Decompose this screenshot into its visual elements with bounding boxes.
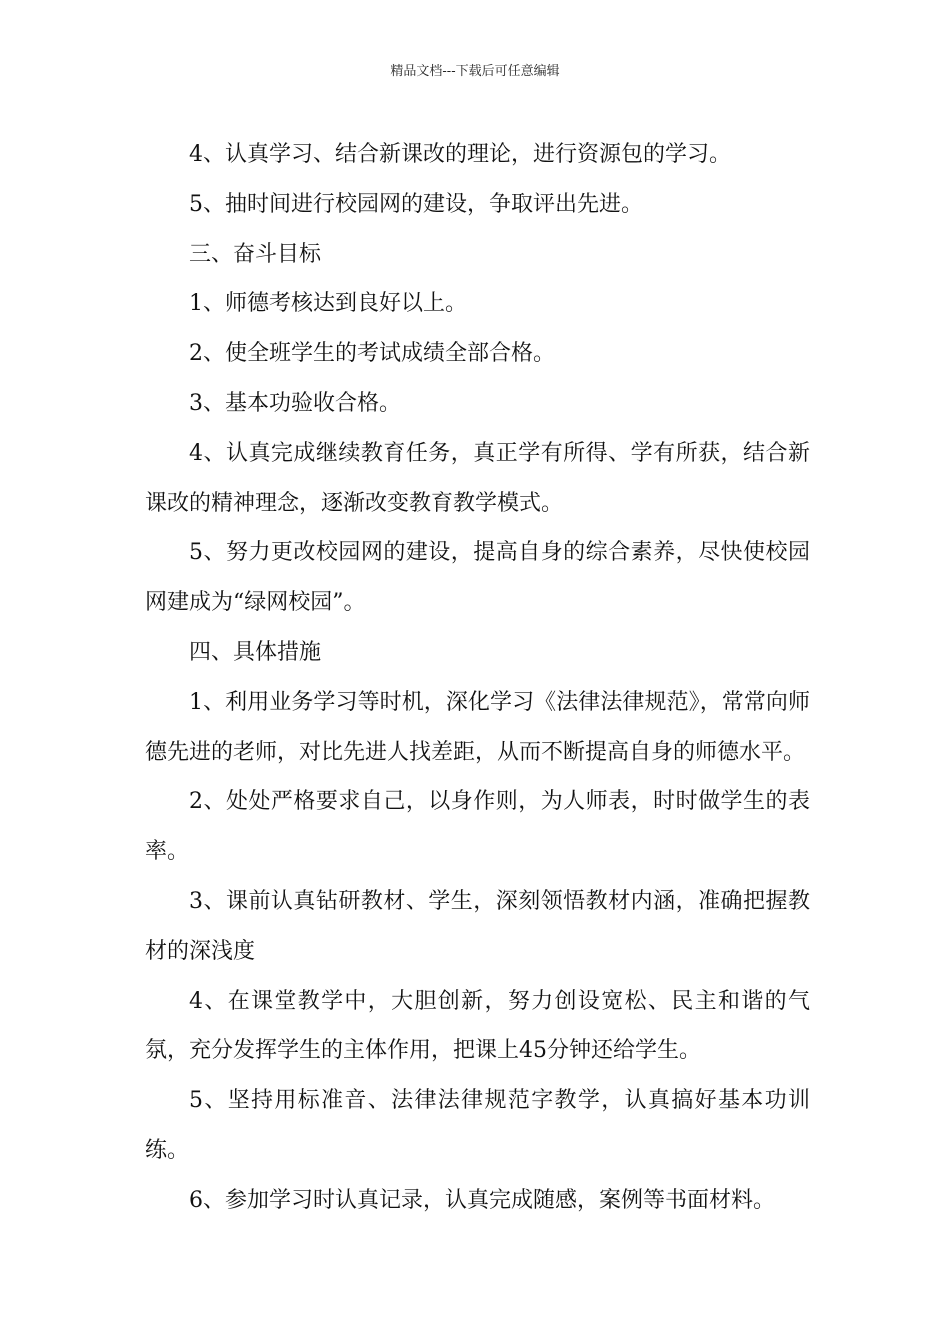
paragraph-item-4-study: 4、认真学习、结合新课改的理论，进行资源包的学习。 (189, 142, 731, 167)
section-heading-measures: 四、具体措施 (189, 639, 322, 665)
paragraph-measure-5: 5、坚持用标准音、法律法律规范字教学，认真搞好基本功训练。 (145, 1088, 810, 1163)
section-heading-goals: 三、奋斗目标 (189, 241, 322, 267)
paragraph-measure-3: 3、课前认真钻研教材、学生，深刻领悟教材内涵，准确把握教材的深浅度 (145, 888, 810, 964)
paragraph-goal-1: 1、师德考核达到良好以上。 (189, 291, 467, 317)
document-body (145, 130, 810, 1226)
paragraph-goal-5: 5、努力更改校园网的建设，提高自身的综合素养，尽快使校园网建成为“绿网校园”。 (145, 540, 810, 616)
paragraph-measure-2: 2、处处严格要求自己，以身作则，为人师表，时时做学生的表率。 (145, 789, 810, 865)
paragraph-measure-6: 6、参加学习时认真记录，认真完成随感，案例等书面材料。 (189, 1187, 775, 1213)
paragraph-measure-1: 1、利用业务学习等时机，深化学习《法律法律规范》，常常向师德先进的老师，对比先进人找差距，从而不断提高自身的师德水平。 (145, 689, 810, 765)
paragraph-measure-4: 4、在课堂教学中，大胆创新，努力创设宽松、民主和谐的气氛，充分发挥学生的主体作用，把课上45分钟还给学生。 (145, 988, 810, 1064)
paragraph-item-5-campus-network: 5、抽时间进行校园网的建设，争取评出先进。 (189, 191, 643, 217)
paragraph-goal-3: 3、基本功验收合格。 (189, 390, 401, 416)
paragraph-goal-4: 4、认真完成继续教育任务，真正学有所得、学有所获，结合新课改的精神理念，逐渐改变教育教学模式。 (145, 440, 810, 516)
page-header: 精品文档---下载后可任意编辑 (390, 64, 560, 79)
paragraph-goal-2: 2、使全班学生的考试成绩全部合格。 (189, 341, 555, 367)
